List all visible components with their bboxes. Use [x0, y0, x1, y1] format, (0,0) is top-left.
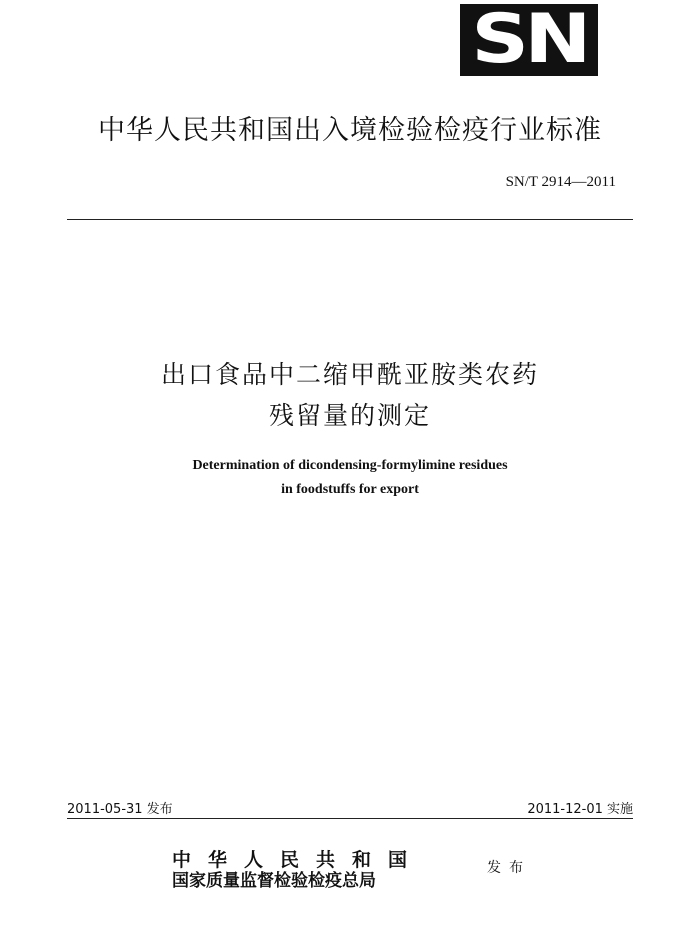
- issuer-line-2: 国家质量监督检验检疫总局: [172, 871, 376, 891]
- issuer-line-1: 中华人民共和国: [172, 849, 425, 871]
- title-chinese-line-2: 残留量的测定: [268, 401, 431, 430]
- title-english-line-1: Determination of dicondensing-formylimine residues: [192, 458, 508, 473]
- sn-logo-text: SN: [471, 4, 587, 76]
- issuing-authority-header: 中华人民共和国出入境检验检疫行业标准: [98, 115, 602, 146]
- issue-verb: 发布: [487, 860, 531, 876]
- standard-number: SN/T 2914—2011: [505, 174, 616, 190]
- title-english-line-2: in foodstuffs for export: [281, 482, 419, 497]
- footer-divider: [67, 818, 633, 819]
- title-chinese-line-1: 出口食品中二缩甲酰亚胺类农药: [160, 360, 539, 389]
- sn-logo: [460, 4, 598, 76]
- implementation-date: 2011-12-01 实施: [527, 802, 633, 817]
- issue-date: 2011-05-31 发布: [67, 802, 173, 817]
- header-divider: [67, 219, 633, 220]
